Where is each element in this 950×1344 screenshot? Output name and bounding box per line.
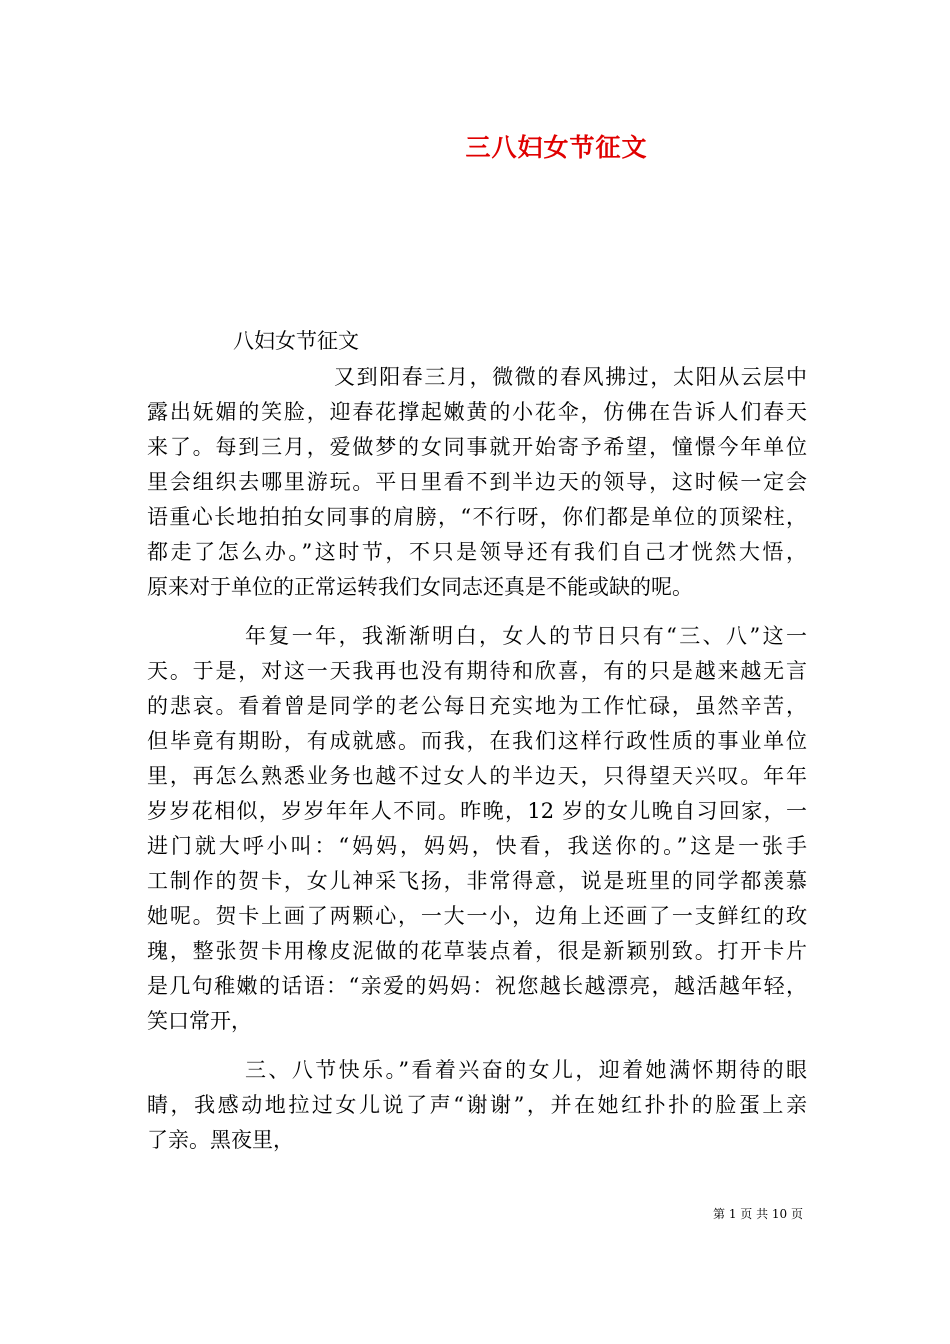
text-line: 里，再怎么熟悉业务也越不过女人的半边天，只得望天兴叹。年年 (147, 764, 807, 788)
text-line: 的悲哀。看着曾是同学的老公每日充实地为工作忙碌，虽然辛苦， (147, 694, 807, 718)
subtitle: 八妇女节征文 (233, 329, 359, 353)
text-line: 来了。每到三月，爱做梦的女同事就开始寄予希望，憧憬今年单位 (147, 435, 807, 459)
text-line: 岁岁花相似，岁岁年年人不同。昨晚，12 岁的女儿晚自习回家，一 (147, 799, 807, 823)
text-line: 都走了怎么办。”这时节，不只是领导还有我们自己才恍然大悟， (147, 540, 807, 564)
text-line: 天。于是，对这一天我再也没有期待和欣喜，有的只是越来越无言 (147, 659, 807, 683)
text-line: 瑰，整张贺卡用橡皮泥做的花草装点着，很是新颖别致。打开卡片 (147, 939, 807, 963)
text-line: 语重心长地拍拍女同事的肩膀，“不行呀，你们都是单位的顶梁柱， (147, 505, 807, 529)
text-line: 睛，我感动地拉过女儿说了声“谢谢”，并在她红扑扑的脸蛋上亲 (147, 1093, 807, 1117)
text-line: 里会组织去哪里游玩。平日里看不到半边天的领导，这时候一定会 (147, 470, 807, 494)
page-number-footer: 第 1 页 共 10 页 (713, 1207, 803, 1221)
text-line: 露出妩媚的笑脸，迎春花撑起嫩黄的小花伞，仿佛在告诉人们春天 (147, 400, 807, 424)
text-line: 她呢。贺卡上画了两颗心，一大一小，边角上还画了一支鲜红的玫 (147, 904, 807, 928)
text-line: 原来对于单位的正常运转我们女同志还真是不能或缺的呢。 (147, 575, 693, 599)
text-line: 是几句稚嫩的话语：“亲爱的妈妈：祝您越长越漂亮，越活越年轻， (147, 974, 807, 998)
text-line: 又到阳春三月，微微的春风拂过，太阳从云层中 (334, 365, 807, 389)
text-line: 了亲。黑夜里， (147, 1128, 294, 1152)
text-line: 笑口常开， (147, 1009, 252, 1033)
text-line: 年复一年，我渐渐明白，女人的节日只有“三、八”这一 (245, 624, 807, 648)
text-line: 工制作的贺卡，女儿神采飞扬，非常得意，说是班里的同学都羡慕 (147, 869, 807, 893)
text-line: 三、八节快乐。”看着兴奋的女儿，迎着她满怀期待的眼 (245, 1058, 807, 1082)
page-title: 三八妇女节征文 (465, 133, 648, 162)
text-line: 进门就大呼小叫：“妈妈，妈妈，快看，我送你的。”这是一张手 (147, 834, 807, 858)
text-line: 但毕竟有期盼，有成就感。而我，在我们这样行政性质的事业单位 (147, 729, 807, 753)
